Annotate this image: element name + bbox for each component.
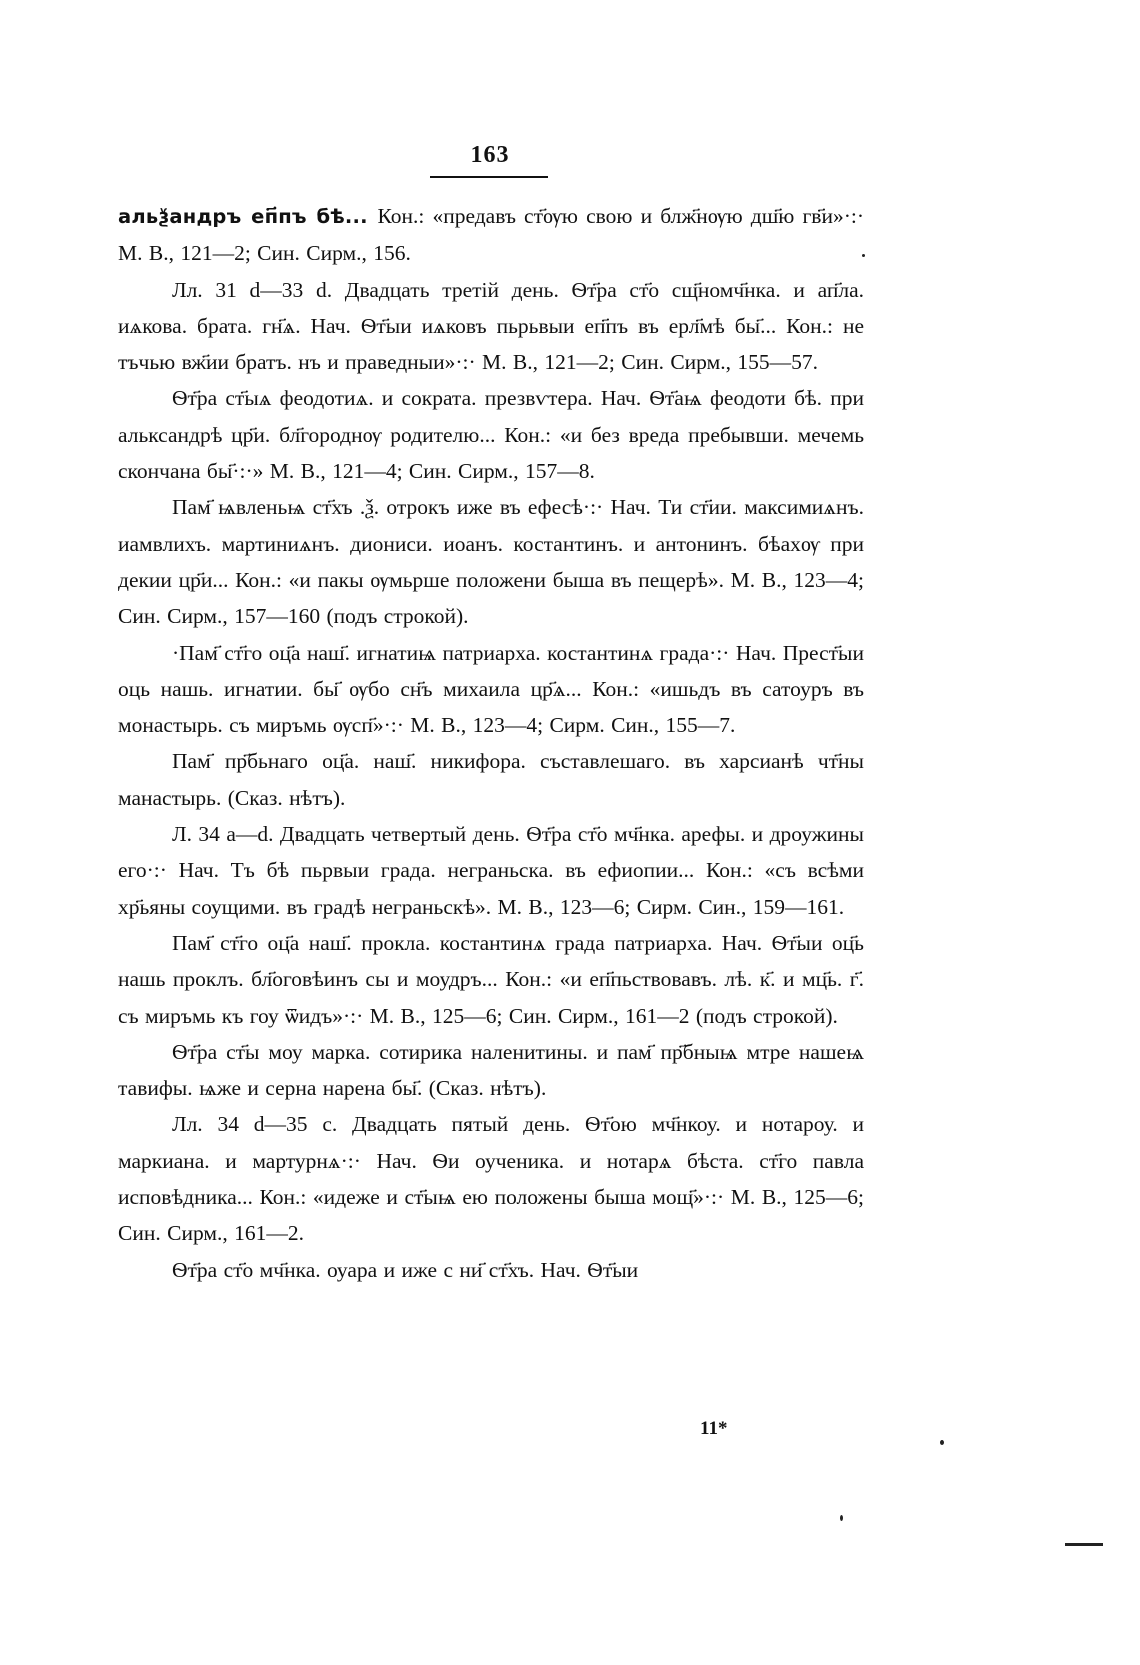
paragraph-3: Ѳт҃ра ст҃ыѧ феодотиѧ. и сократа. презвѵтера. Нач. Ѳт҃аѩ феодоти бѣ. при альксандрѣ цр҃и. бл҃городнѹ родителю... Кон.: «и без вреда пребывши. мечемь скончана бы҃·:·» М. В., 121—4; Син. Сирм., 157—8. <box>118 386 864 484</box>
paragraph-6: Пам҃ пр҃бьнаго оц҃а. наш҃. никифора. съставлешаго. въ харсианѣ чт҃ны манастырь. (Сказ. нѣтъ). <box>118 749 864 810</box>
edge-dash <box>1065 1543 1103 1546</box>
paragraph-1-lead: альѯандръ еп҃пъ бѣ... <box>118 205 378 228</box>
body-text <box>118 198 864 1288</box>
paragraph-5: ·Пам҃ ст҃го оц҃а наш҃. игнатиѩ патриарха. костантинѧ града·:· Нач. Прест҃ыи оць нашь. игнатии. бы҃ ѹбо сн҃ъ михаила цр҃ѧ... Кон.: «ишьдъ въ сатоуръ въ монастырь. съ миръмь ѹсп҃»·:· М. В., 123—4; Сирм. Син., 155—7. <box>118 640 864 738</box>
speck-mark <box>940 1440 944 1445</box>
paragraph-2: Лл. 31 d—33 d. Двадцать третій день. Ѳт҃ра ст҃о сщ҃номч҃нка. и ап҃ла. иѧкова. брата. гн҃ѧ. Нач. Ѳт҃ыи иѧковъ пьрьвыи еп҃пъ въ ерл҃мѣ бы҃... Кон.: не тъчью вж҃ии братъ. нъ и праведныи»·:· М. В., 121—2; Син. Сирм., 155—57. <box>118 277 864 375</box>
paragraph-11: Ѳт҃ра ст҃о мч҃нка. оуара и иже с ни҃ ст҃хъ. Нач. Ѳт҃ыи <box>172 1257 639 1282</box>
page-number: 163 <box>470 142 510 168</box>
paragraph-1-text: Кон.: «предавъ ст҃ѹю свою и блж҃нѹю дш҃ю гв҃и»·:· М. В., 121—2; Син. Сирм., 156. <box>118 204 865 266</box>
header-rule <box>430 176 548 178</box>
signature-mark: 11* <box>700 1418 728 1439</box>
paragraph-4: Пам҃ ѩвленьѩ ст҃хъ .ѯ. отрокъ иже въ ефесѣ·:· Нач. Ти ст҃ии. максимиѧнъ. иамвлихъ. мартиниѧнъ. диониси. иоанъ. костантинъ. и антонинъ. бѣахѹ при декии цр҃и... Кон.: «и пакы ѹмьрше положени быша въ пещерѣ». М. В., 123—4; Син. Сирм., 157—160 (подъ строкой). <box>118 495 864 629</box>
paragraph-1 <box>118 198 864 272</box>
paragraph-10: Лл. 34 d—35 c. Двадцать пятый день. Ѳт҃ою мч҃нкоу. и нотароу. и маркиана. и мартурнѧ·:· Нач. Ѳи оученика. и нотарѧ бѣста. ст҃го павла исповѣдника... Кон.: «идеже и ст҃ыѩ ею положены быша мощ҃»·:· М. В., 125—6; Син. Сирм., 161—2. <box>118 1112 864 1246</box>
speck-mark <box>862 254 865 257</box>
paragraph-7: Л. 34 a—d. Двадцать четвертый день. Ѳт҃ра ст҃о мч҃нка. арефы. и дроужины его·:· Нач. Тъ бѣ пьрвыи града. неграньска. въ ефиопии... Кон.: «съ всѣми хр҃ьяны соущими. въ градѣ неграньскѣ». М. В., 123—6; Сирм. Син., 159—161. <box>118 822 864 919</box>
paragraph-8: Пам҃ ст҃го оц҃а наш҃. прокла. костантинѧ града патриарха. Нач. Ѳт҃ыи оц҃ь нашь проклъ. бл҃оговѣинъ сы и моудръ... Кон.: «и еп҃пьствовавъ. лѣ. к҃. и мц҃ь. г҃. съ миръмь къ гоу ѿидъ»·:· М. В., 125—6; Син. Сирм., 161—2 (подъ строкой). <box>118 930 864 1028</box>
paragraph-9: Ѳт҃ра ст҃ы моу марка. сотирика наленитины. и пам҃ пр҃бныѩ мтре нашеѩ тавифы. ѩже и серна нарена бы҃. (Сказ. нѣтъ). <box>118 1039 864 1101</box>
speck-mark <box>840 1515 843 1521</box>
